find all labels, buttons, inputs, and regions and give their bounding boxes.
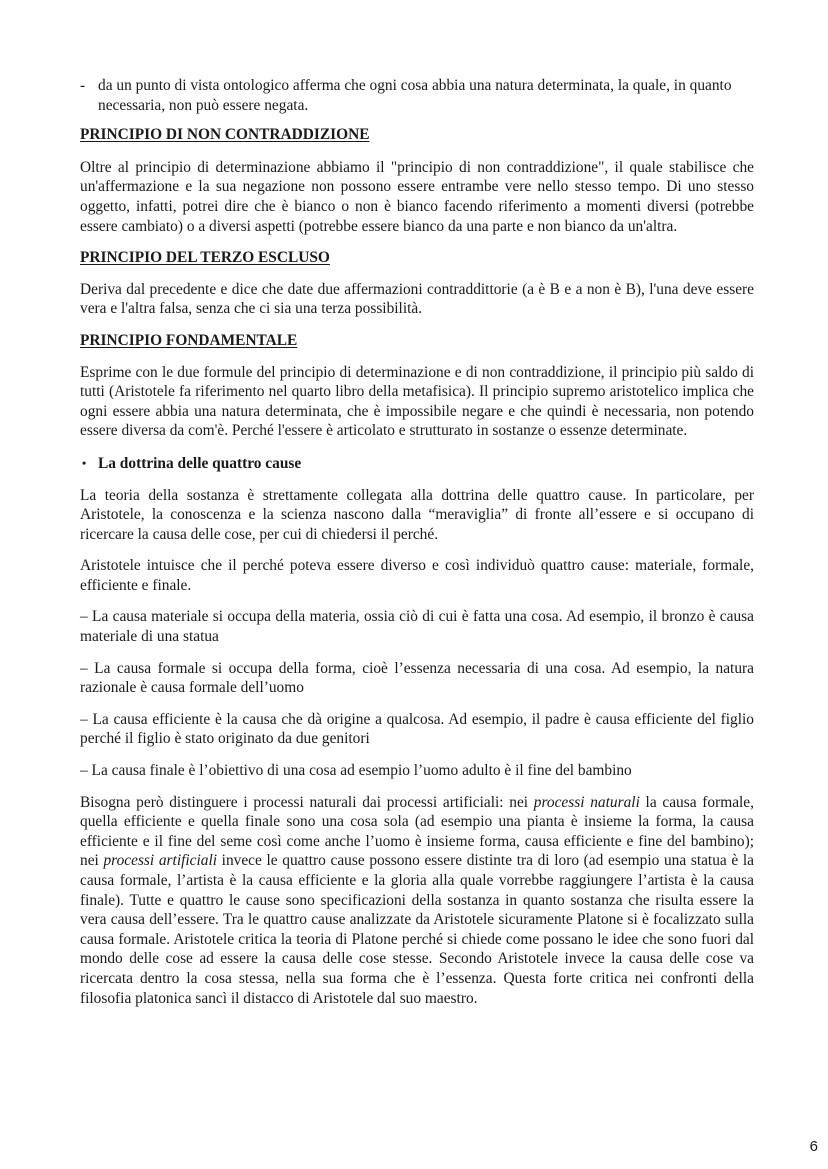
paragraph-cause-intro: La teoria della sostanza è strettamente collegata alla dottrina delle quattro cause. In particolare, per Aristotele, la conoscenza e la scienza nascono dalla “meraviglia” di fronte all’essere e si occupano di ricercare la causa delle cose, per cui di chiedersi il perché. (80, 486, 754, 543)
paragraph-terzo-escluso: Deriva dal precedente e dice che date due affermazioni contraddittorie (a è B e a non è B), l'una deve essere vera e l'altra falsa, senza che ci sia una terza possibilità. (80, 280, 754, 318)
paragraph-causa-formale: – La causa formale si occupa della forma, cioè l’essenza necessaria di una cosa. Ad esempio, la natura razionale è causa formale dell’uomo (80, 659, 754, 697)
processi-naturali-italic: processi naturali (533, 793, 640, 811)
intro-list-item (80, 76, 754, 115)
intro-text: da un punto di vista ontologico afferma che ogni cosa abbia una natura determinata, la quale, in quanto necessaria, non può essere negata. (98, 77, 732, 114)
paragraph-fondamentale: Esprime con le due formule del principio di determinazione e di non contraddizione, il principio più saldo di tutti (Aristotele fa riferimento nel quarto libro della metafisica). Il principio supremo aristotelico implica che ogni essere abbia una natura determinata, che è impossibile negare e che quindi è necessaria, non potendo essere diversa da com'è. Perché l'essere è articolato e strutturato in sostanze o essenze determinate. (80, 363, 754, 440)
processi-artificiali-italic: processi artificiali (103, 852, 217, 870)
bullet-icon: • (82, 455, 87, 470)
paragraph-non-contraddizione: Oltre al principio di determinazione abbiamo il "principio di non contraddizione", il quale stabilisce che un'affermazione e la sua negazione non possono essere entrambe vere nello stesso tempo. Di uno stesso oggetto, infatti, potrei dire che è bianco o non è bianco facendo riferimento a momenti diversi (potrebbe essere cambiato) o a diversi aspetti (potrebbe essere bianco da una parte e non bianco da un'altra. (80, 158, 754, 235)
processi-text-b: la causa formale, quella efficiente e quella finale sono una cosa sola (ad esempio una pianta è insieme la forma, la causa efficiente e il fine del seme così come anche l’uomo è insieme forma, causa efficiente e fine del bambino); nei (80, 793, 754, 870)
page-number: 6 (809, 1138, 818, 1155)
list-dash: - (80, 77, 86, 94)
processi-text-c: invece le quattro cause possono essere distinte tra di loro (ad esempio una statua è la causa formale, l’artista è la causa efficiente e la gloria alla quale vorrebbe raggiungere l’artista è la causa finale). Tutte e quattro le cause sono specificazioni della sostanza in quanto sostanza che risulta essere la vera causa dell’essere. Tra le quattro cause analizzate da Aristotele sicuramente Platone si è focalizzato sulla causa formale. Aristotele critica la teoria di Platone perché si chiede come possano le idee che sono fuori dal mondo delle cose ad essere la causa delle cose stesse. Secondo Aristotele invece la causa delle cose va ricercata dentro la cosa stessa, nella sua forma che è l’essenza. Questa forte critica nei confronti della filosofia platonica sancì il distacco di Aristotele dal suo maestro. (80, 852, 754, 1007)
heading-fondamentale: PRINCIPIO FONDAMENTALE (80, 331, 298, 349)
section-title-text: La dottrina delle quattro cause (98, 454, 302, 472)
paragraph-processi (80, 793, 754, 1009)
document-page (80, 76, 754, 1008)
paragraph-causa-materiale: – La causa materiale si occupa della materia, ossia ciò di cui è fatta una cosa. Ad esempio, il bronzo è causa materiale di una statua (80, 608, 754, 646)
section-title-quattro-cause (80, 454, 754, 474)
heading-terzo-escluso: PRINCIPIO DEL TERZO ESCLUSO (80, 249, 330, 267)
paragraph-causa-efficiente: – La causa efficiente è la causa che dà origine a qualcosa. Ad esempio, il padre è causa efficiente del figlio perché il figlio è stato originato da due genitori (80, 710, 754, 748)
processi-text-a: Bisogna però distinguere i processi naturali dai processi artificiali: nei (80, 793, 534, 811)
heading-non-contraddizione: PRINCIPIO DI NON CONTRADDIZIONE (80, 126, 370, 144)
paragraph-causa-finale: – La causa finale è l’obiettivo di una cosa ad esempio l’uomo adulto è il fine del bambino (80, 762, 632, 780)
paragraph-cause-list-intro: Aristotele intuisce che il perché poteva essere diverso e così individuò quattro cause: materiale, formale, efficiente e finale. (80, 557, 754, 594)
